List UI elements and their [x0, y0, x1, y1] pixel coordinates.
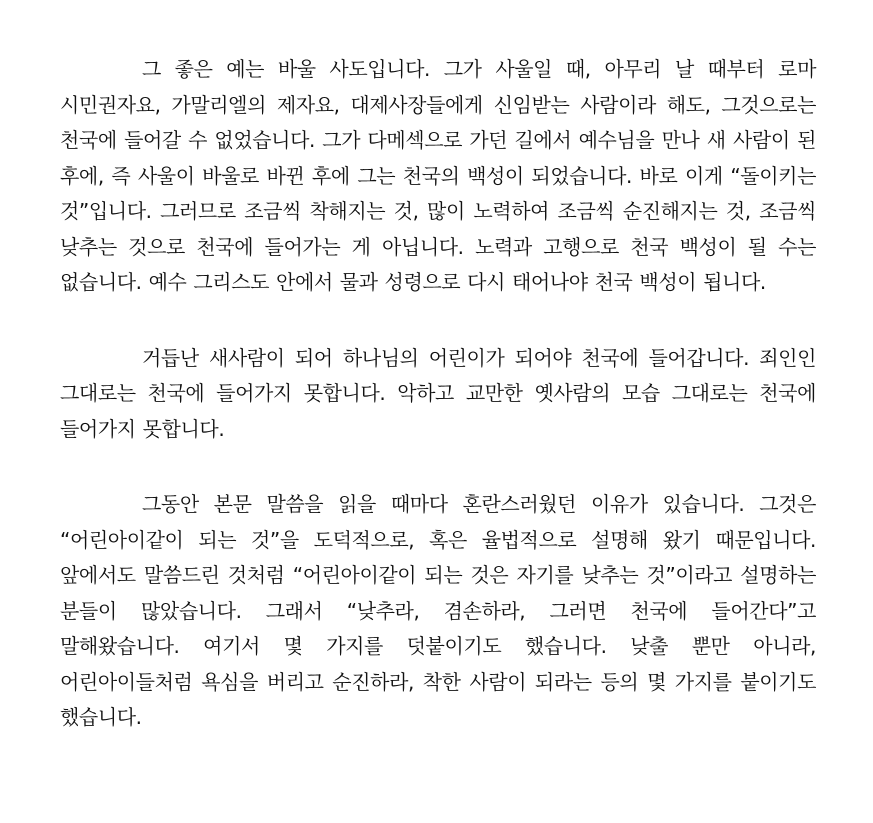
paragraph-3: 그동안 본문 말씀을 읽을 때마다 혼란스러웠던 이유가 있습니다. 그것은 “어린아이같이 되는 것”을 도덕적으로, 혹은 율법적으로 설명해 왔기 때문입니다. 앞에서도 말씀드린 것처럼 “어린아이같이 되는 것은 자기를 낮추는 것”이라고 설명하는 분들이 많았습니다. 그래서 “낮추라, 겸손하라, 그러면 천국에 들어간다”고 말해왔습니다. 여기서 몇 가지를 덧붙이기도 했습니다. 낮출 뿐만 아니라, 어린아이들처럼 욕심을 버리고 순진하라, 착한 사람이 되라는 등의 몇 가지를 붙이기도 했습니다. — [60, 492, 816, 729]
paragraph-2: 거듭난 새사람이 되어 하나님의 어린이가 되어야 천국에 들어갑니다. 죄인인 그대로는 천국에 들어가지 못합니다. 악하고 교만한 옛사람의 모습 그대로는 천국에 들어가지 못합니다. — [60, 345, 816, 441]
document-body — [60, 52, 816, 736]
paragraph-1: 그 좋은 예는 바울 사도입니다. 그가 사울일 때, 아무리 날 때부터 로마 시민권자요, 가말리엘의 제자요, 대제사장들에게 신임받는 사람이라 해도, 그것으로는 천국에 들어갈 수 없었습니다. 그가 다메섹으로 가던 길에서 예수님을 만나 새 사람이 된 후에, 즉 사울이 바울로 바뀐 후에 그는 천국의 백성이 되었습니다. 바로 이게 “돌이키는 것”입니다. 그러므로 조금씩 착해지는 것, 많이 노력하여 조금씩 순진해지는 것, 조금씩 낮추는 것으로 천국에 들어가는 게 아닙니다. 노력과 고행으로 천국 백성이 될 수는 없습니다. 예수 그리스도 안에서 물과 성령으로 다시 태어나야 천국 백성이 됩니다. — [60, 57, 816, 294]
